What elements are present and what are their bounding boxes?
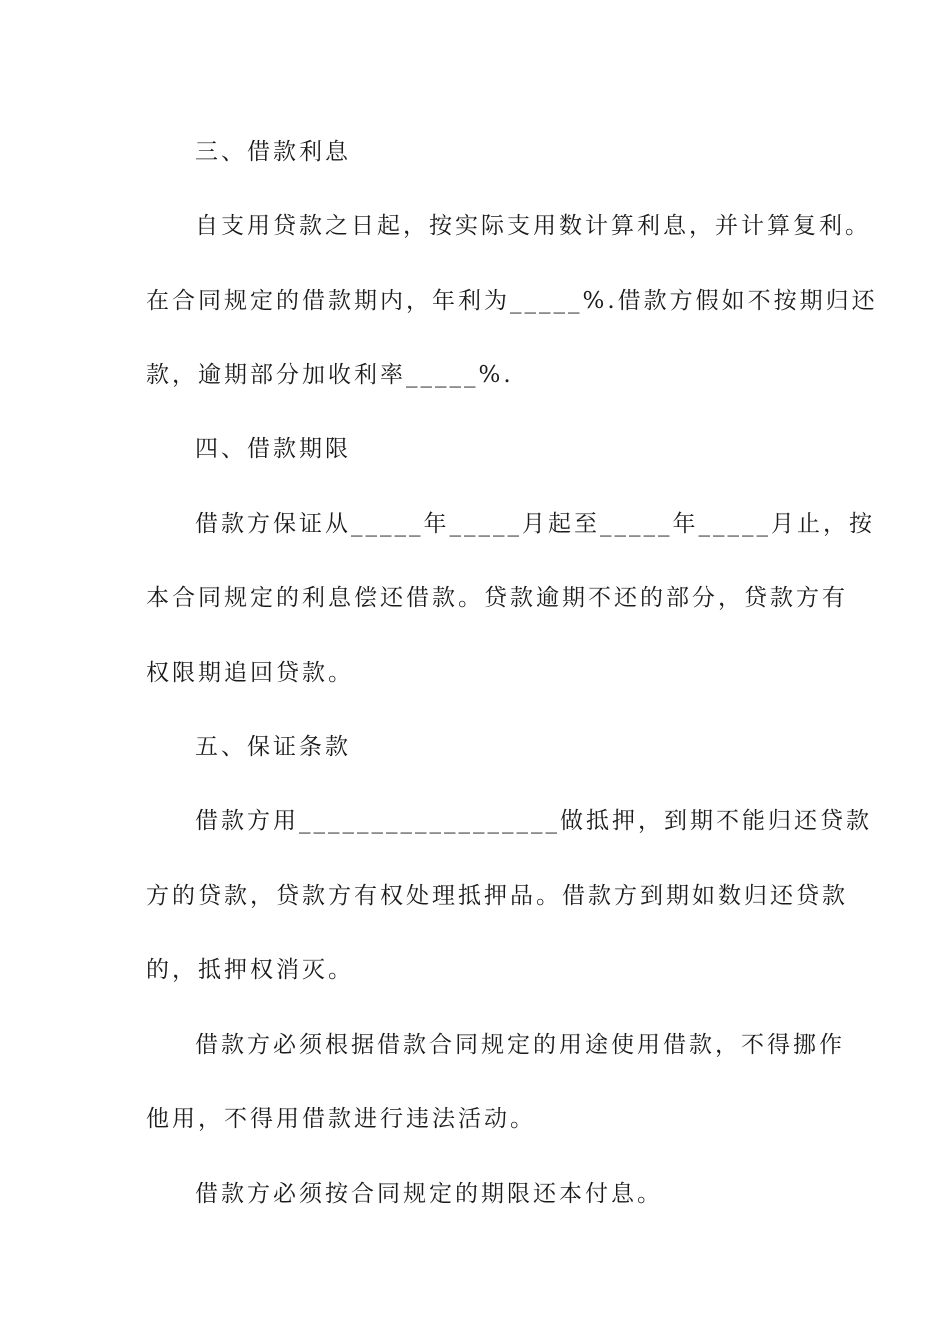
section-heading-term: 四、借款期限	[195, 436, 351, 462]
paragraph-line: 方的贷款，贷款方有权处理抵押品。借款方到期如数归还贷款	[146, 883, 848, 909]
paragraph-line: 自支用贷款之日起，按实际支用数计算利息，并计算复利。	[195, 213, 871, 239]
paragraph-line: 借款方用__________________做抵押，到期不能归还贷款	[195, 808, 872, 834]
paragraph-line: 款，逾期部分加收利率_____%.	[146, 362, 514, 388]
paragraph-line: 借款方必须根据借款合同规定的用途使用借款，不得挪作	[195, 1032, 845, 1058]
paragraph-line: 借款方必须按合同规定的期限还本付息。	[195, 1181, 663, 1207]
paragraph-line: 的，抵押权消灭。	[146, 957, 354, 983]
paragraph-line: 在合同规定的借款期内，年利为_____%.借款方假如不按期归还	[146, 288, 878, 314]
paragraph-line: 借款方保证从_____年_____月起至_____年_____月止，按	[195, 511, 875, 537]
paragraph-line: 本合同规定的利息偿还借款。贷款逾期不还的部分，贷款方有	[146, 585, 848, 611]
paragraph-line: 权限期追回贷款。	[146, 660, 354, 686]
section-heading-guarantee: 五、保证条款	[195, 734, 351, 760]
paragraph-line: 他用，不得用借款进行违法活动。	[146, 1106, 536, 1132]
section-heading-interest: 三、借款利息	[195, 139, 351, 165]
